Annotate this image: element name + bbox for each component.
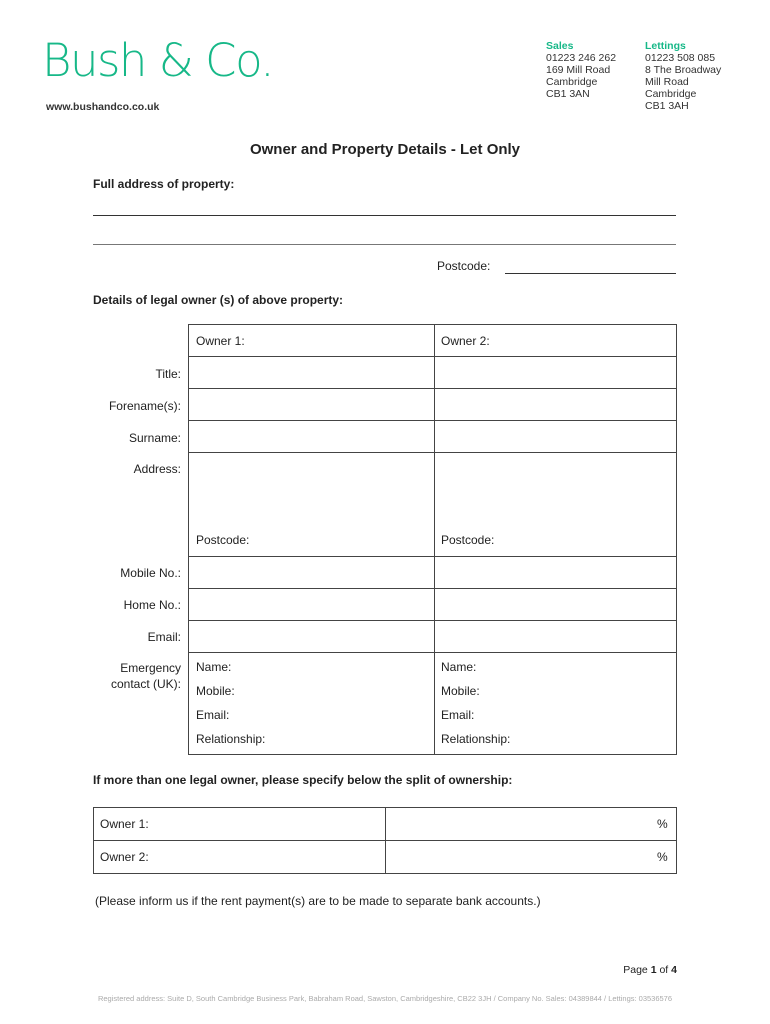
page-prefix: Page xyxy=(623,964,648,976)
page-indicator xyxy=(623,964,677,976)
lettings-phone: 01223 508 085 xyxy=(645,52,716,64)
forename-label: Forename(s): xyxy=(108,399,181,413)
sales-postcode: CB1 3AN xyxy=(546,88,590,100)
bank-accounts-note: (Please inform us if the rent payment(s) are to be made to separate bank accounts.) xyxy=(95,894,541,908)
split-owner1-percent-field[interactable] xyxy=(385,807,677,841)
owner1-home-field[interactable] xyxy=(188,588,435,621)
split-label: If more than one legal owner, please specify below the split of ownership: xyxy=(93,773,513,787)
lettings-street: 8 The Broadway xyxy=(645,64,722,76)
lettings-office-block xyxy=(645,40,721,112)
owner1-postcode-label: Postcode: xyxy=(196,533,250,547)
owner2-postcode-label: Postcode: xyxy=(441,533,495,547)
address-line-2[interactable] xyxy=(93,244,676,245)
lettings-area: Mill Road xyxy=(645,76,689,88)
sales-office-block xyxy=(546,40,616,100)
home-label: Home No.: xyxy=(123,598,181,612)
address-line-1[interactable] xyxy=(93,215,676,216)
owner2-emergency-email: Email: xyxy=(441,708,475,722)
sales-city: Cambridge xyxy=(546,76,598,88)
lettings-heading: Lettings xyxy=(645,40,686,52)
page-of: of xyxy=(659,964,669,976)
owner2-home-field[interactable] xyxy=(434,588,677,621)
owner2-mobile-field[interactable] xyxy=(434,556,677,589)
owner1-emergency-name: Name: xyxy=(196,660,232,674)
emergency-label xyxy=(111,660,181,692)
split-owner1-label: Owner 1: xyxy=(100,817,149,831)
owner1-mobile-field[interactable] xyxy=(188,556,435,589)
sales-heading: Sales xyxy=(546,40,574,52)
owner2-title-field[interactable] xyxy=(434,356,677,389)
company-logo: Bush & Co. xyxy=(42,34,274,87)
owner2-emergency-relationship: Relationship: xyxy=(441,732,511,746)
owner2-email-field[interactable] xyxy=(434,620,677,653)
owner2-surname-field[interactable] xyxy=(434,420,677,453)
owner2-emergency-mobile: Mobile: xyxy=(441,684,480,698)
page-total: 4 xyxy=(671,964,677,976)
split-owner2-label: Owner 2: xyxy=(100,850,149,864)
property-postcode-line[interactable] xyxy=(505,273,676,274)
owner1-emergency-mobile: Mobile: xyxy=(196,684,235,698)
owner1-emergency-relationship: Relationship: xyxy=(196,732,266,746)
page-current: 1 xyxy=(650,964,657,976)
sales-phone: 01223 246 262 xyxy=(546,52,617,64)
address-label: Full address of property: xyxy=(93,177,235,191)
registered-address-footer: Registered address: Suite D, South Cambridge Business Park, Babraham Road, Sawston, Cambridgeshire, CB22 3JH / Company No. Sales: 04389844 / Lettings: 03536576 xyxy=(97,994,673,1003)
surname-label: Surname: xyxy=(128,431,181,445)
owners-label: Details of legal owner (s) of above property: xyxy=(93,293,344,307)
split-owner2-percent-sign: % xyxy=(657,850,668,864)
owner1-surname-field[interactable] xyxy=(188,420,435,453)
emergency-label-line1: Emergency xyxy=(120,661,181,675)
owner2-header: Owner 2: xyxy=(441,334,490,348)
lettings-postcode: CB1 3AH xyxy=(645,100,689,112)
form-title: Owner and Property Details - Let Only xyxy=(249,141,521,158)
owner1-emergency-email: Email: xyxy=(196,708,230,722)
owner1-title-field[interactable] xyxy=(188,356,435,389)
split-owner2-percent-field[interactable] xyxy=(385,840,677,874)
owner2-emergency-name: Name: xyxy=(441,660,477,674)
property-postcode-label: Postcode: xyxy=(437,259,491,273)
email-label: Email: xyxy=(147,630,181,644)
emergency-label-line2: contact (UK): xyxy=(110,677,181,691)
lettings-city: Cambridge xyxy=(645,88,697,100)
mobile-label: Mobile No.: xyxy=(120,566,181,580)
owner1-header: Owner 1: xyxy=(196,334,245,348)
owner2-forename-field[interactable] xyxy=(434,388,677,421)
sales-street: 169 Mill Road xyxy=(546,64,611,76)
website-link[interactable]: www.bushandco.co.uk xyxy=(46,101,160,113)
owner-address-label: Address: xyxy=(133,462,181,476)
split-owner1-percent-sign: % xyxy=(657,817,668,831)
owner1-forename-field[interactable] xyxy=(188,388,435,421)
title-label: Title: xyxy=(155,367,181,381)
owner1-email-field[interactable] xyxy=(188,620,435,653)
